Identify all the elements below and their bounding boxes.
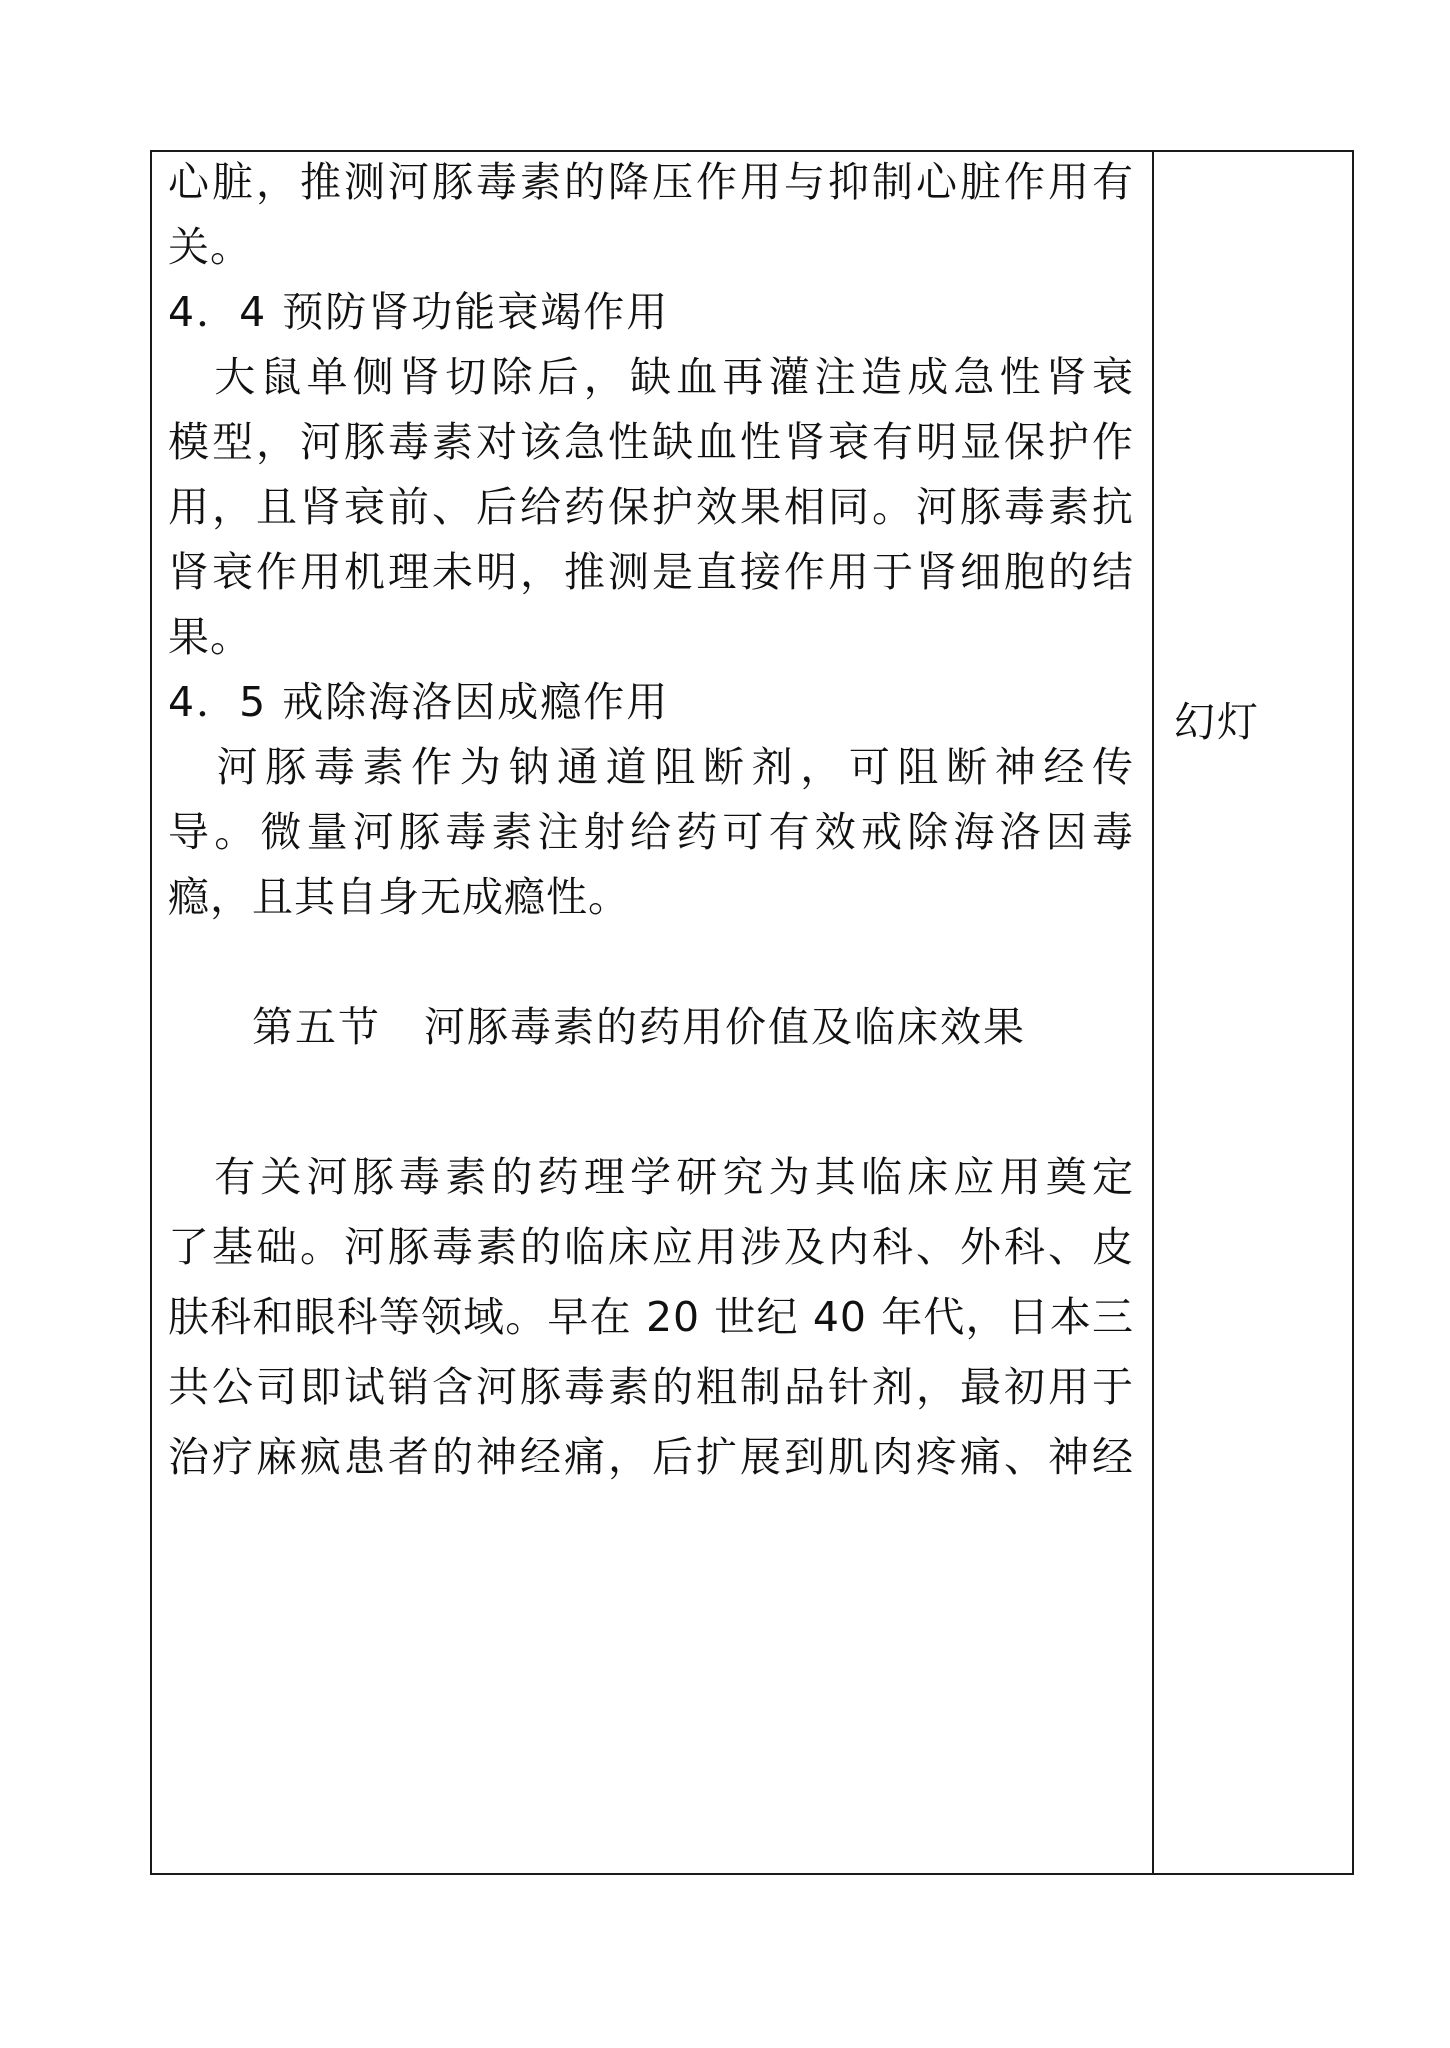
text-line: 肤科和眼科等领域。早在 20 世纪 40 年代，日本三	[168, 1293, 1134, 1341]
side-note: 幻灯	[1174, 698, 1260, 746]
text-line: 大鼠单侧肾切除后，缺血再灌注造成急性肾衰	[168, 353, 1134, 401]
section-title: 第五节 河豚毒素的药用价值及临床效果	[252, 1003, 1026, 1051]
subheading-4-5: 4．5 戒除海洛因成瘾作用	[168, 678, 670, 726]
text-line: 关。	[168, 223, 252, 271]
text-line: 了基础。河豚毒素的临床应用涉及内科、外科、皮	[168, 1223, 1134, 1271]
text-line: 河豚毒素作为钠通道阻断剂，可阻断神经传	[168, 743, 1134, 791]
text-line: 导。微量河豚毒素注射给药可有效戒除海洛因毒	[168, 808, 1134, 856]
text-line: 瘾，且其自身无成瘾性。	[168, 873, 630, 921]
notes-cell	[1154, 152, 1354, 1873]
text-line: 治疗麻疯患者的神经痛，后扩展到肌肉疼痛、神经	[168, 1433, 1134, 1481]
text-line: 心脏，推测河豚毒素的降压作用与抑制心脏作用有	[168, 158, 1134, 206]
text-line: 共公司即试销含河豚毒素的粗制品针剂，最初用于	[168, 1363, 1134, 1411]
content-cell	[152, 152, 1152, 1873]
text-line: 有关河豚毒素的药理学研究为其临床应用奠定	[168, 1153, 1134, 1201]
text-line: 果。	[168, 613, 252, 661]
text-line: 用，且肾衰前、后给药保护效果相同。河豚毒素抗	[168, 483, 1134, 531]
subheading-4-4: 4．4 预防肾功能衰竭作用	[168, 288, 670, 336]
text-line: 肾衰作用机理未明，推测是直接作用于肾细胞的结	[168, 548, 1134, 596]
lecture-table	[150, 150, 1354, 1875]
text-line: 模型，河豚毒素对该急性缺血性肾衰有明显保护作	[168, 418, 1134, 466]
